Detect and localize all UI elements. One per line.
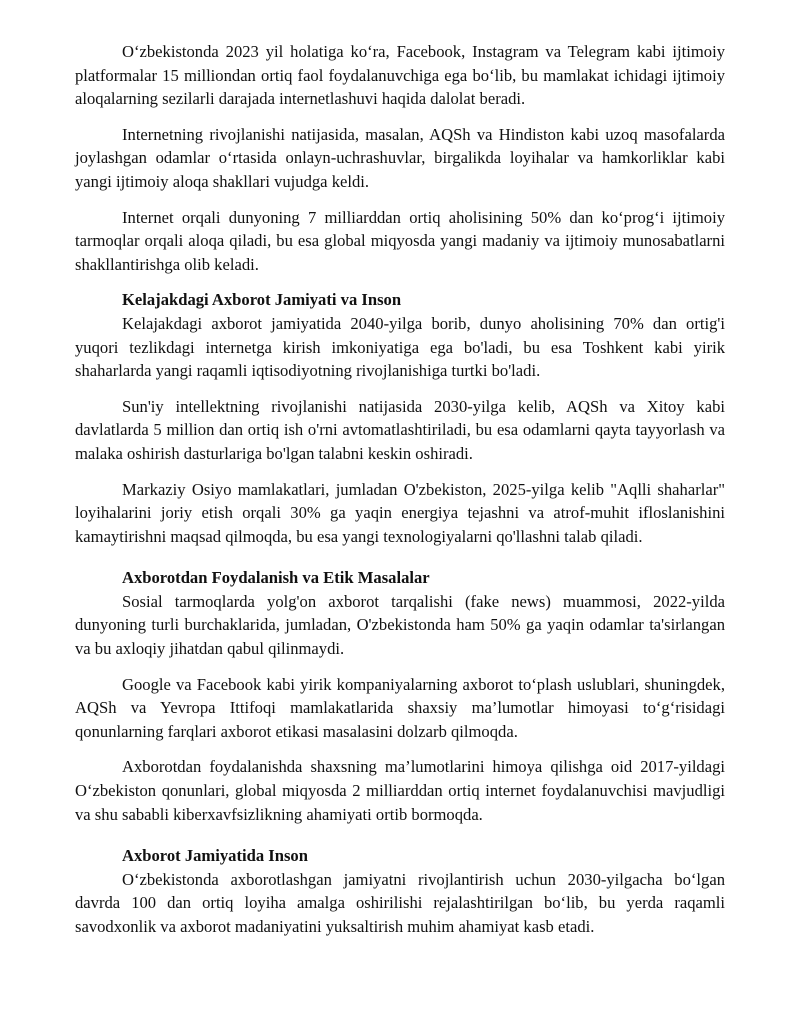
intro-paragraph: Internet orqali dunyoning 7 milliarddan ortiq aholisining 50% dan ko‘prog‘i ijtimoiy tarmoqlar orqali aloqa qiladi, bu esa global miqyosda yangi madaniy va ijtimoiy munosabatlarni shakllantirishga olib keladi. [75,207,725,274]
section-paragraph: Sosial tarmoqlarda yolg'on axborot tarqalishi (fake news) muammosi, 2022-yilda dunyoning turli burchaklarida, jumladan, O'zbekistonda ham 50% ga yaqin odamlar ta'sirlangan va bu axloqiy jihatdan qabul qilinmaydi. [75,591,725,659]
section-paragraph: Kelajakdagi axborot jamiyatida 2040-yilga borib, dunyo aholisining 70% dan ortig'i yuqori tezlikdagi internetga kirish imkoniyatiga ega bo'ladi, bu esa Toshkent kabi yirik shaharlarda yangi raqamli iqtisodiyotning rivojlanishiga turtki bo'ladi. [75,313,725,381]
section-paragraph: Markaziy Osiyo mamlakatlari, jumladan O'zbekiston, 2025-yilga kelib "Aqlli shaharlar" loyihalarini joriy etish orqali 30% ga yaqin energiya tejashni va atrof-muhit ifloslanishini kamaytirishni maqsad qilmoqda, bu esa yangi texnologiyalarni qo'llashni talab qiladi. [75,479,725,546]
section-heading-ethics: Axborotdan Foydalanish va Etik Masalalar [122,568,430,588]
section-paragraph: Sun'iy intellektning rivojlanishi natijasida 2030-yilga kelib, AQSh va Xitoy kabi davlatlarda 5 million dan ortiq ish o'rni avtomatlashtiriladi, bu esa odamlarni qayta tayyorlash va malaka oshirish dasturlariga bo'lgan talabni keskin oshiradi. [75,396,725,463]
intro-paragraph: O‘zbekistonda 2023 yil holatiga ko‘ra, Facebook, Instagram va Telegram kabi ijtimoiy platformalar 15 milliondan ortiq faol foydalanuvchiga ega bo‘lib, bu mamlakat ichidagi ijtimoiy aloqalarning sezilarli darajada internetlashuvi haqida dalolat beradi. [75,42,725,109]
section-paragraph: O‘zbekistonda axborotlashgan jamiyatni rivojlantirish uchun 2030-yilgacha bo‘lgan davrda 100 dan ortiq loyiha amalga oshirilishi rejalashtirilgan bo‘lib, bu yerda raqamli savodxonlik va axborot madaniyatini yuksaltirish muhim ahamiyat kasb etadi. [75,869,725,936]
section-paragraph: Google va Facebook kabi yirik kompaniyalarning axborot to‘plash uslublari, shuningdek, AQSh va Yevropa Ittifoqi mamlakatlarida shaxsiy ma’lumotlar himoyasi to‘g‘risidagi qonunlarning farqlari axborot etikasi masalasini dolzarb qilmoqda. [75,674,725,741]
section-heading-person-in-society: Axborot Jamiyatida Inson [122,846,308,866]
section-paragraph: Axborotdan foydalanishda shaxsning ma’lumotlarini himoya qilishga oid 2017-yildagi O‘zbekiston qonunlari, global miqyosda 2 milliarddan ortiq internet foydalanuvchisi mavjudligi va shu sababli kiberxavfsizlikning ahamiyati ortib bormoqda. [75,757,725,824]
section-heading-future-society: Kelajakdagi Axborot Jamiyati va Inson [122,290,402,310]
intro-paragraph: Internetning rivojlanishi natijasida, masalan, AQSh va Hindiston kabi uzoq masofalarda joylashgan odamlar o‘rtasida onlayn-uchrashuvlar, birgalikda loyihalar va hamkorliklar kabi yangi ijtimoiy aloqa shakllari vujudga keldi. [75,124,725,191]
